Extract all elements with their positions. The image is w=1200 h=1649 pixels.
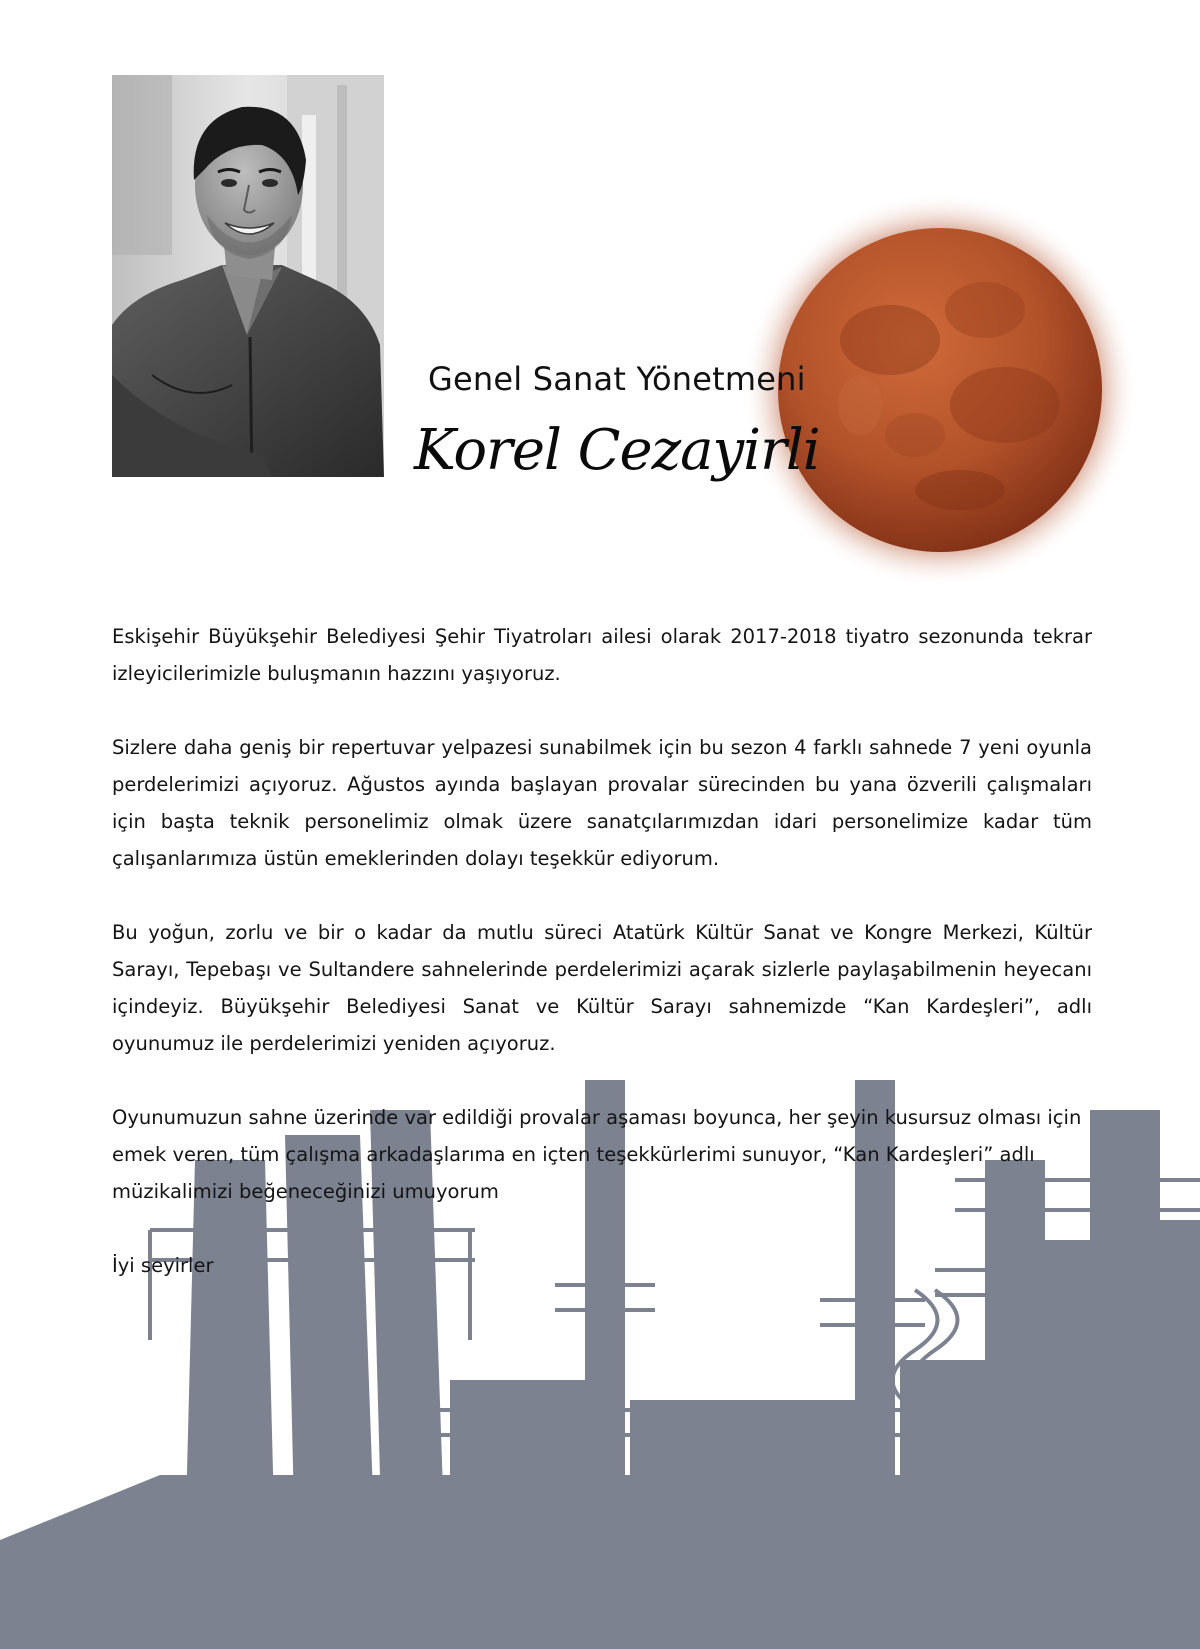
letter-signoff: İyi seyirler [112, 1254, 214, 1277]
portrait-photo [112, 75, 384, 477]
letter-paragraph-1: Eskişehir Büyükşehir Belediyesi Şehir Tiyatroları ailesi olarak 2017-2018 tiyatro sezonunda tekrar izleyicilerimizle buluşmanın hazzını yaşıyoruz. [112, 625, 1092, 685]
director-name: Korel Cezayirli [414, 418, 820, 483]
role-title: Genel Sanat Yönetmeni [428, 360, 806, 398]
letter-body [112, 618, 1092, 1321]
letter-paragraph-4: Oyunumuzun sahne üzerinde var edildiği provalar aşaması boyunca, her şeyin kusursuz olması için emek veren, tüm çalışma arkadaşlarıma en içten teşekkürlerimi sunuyor, “Kan Kardeşleri” adlı müzikalimizi beğeneceğinizi umuyorum [112, 1106, 1082, 1203]
letter-paragraph-2: Sizlere daha geniş bir repertuvar yelpazesi sunabilmek için bu sezon 4 farklı sahnede 7 yeni oyunla perdelerimizi açıyoruz. Ağustos ayında başlayan provalar sürecinden bu yana özverili çalışmaları için başta teknik personelimiz olmak üzere sanatçılarımızdan idari personelimize kadar tüm çalışanlarımıza üstün emeklerinden dolayı teşekkür ediyorum. [112, 736, 1092, 870]
letter-paragraph-3: Bu yoğun, zorlu ve bir o kadar da mutlu süreci Atatürk Kültür Sanat ve Kongre Merkezi, Kültür Sarayı, Tepebaşı ve Sultandere sahnelerinde perdelerimizi açarak sizlerle paylaşabilmenin heyecanı içindeyiz. Büyükşehir Belediyesi Sanat ve Kültür Sarayı sahnemizde “Kan Kardeşleri”, adlı oyunumuz ile perdelerimizi yeniden açıyoruz. [112, 921, 1092, 1055]
